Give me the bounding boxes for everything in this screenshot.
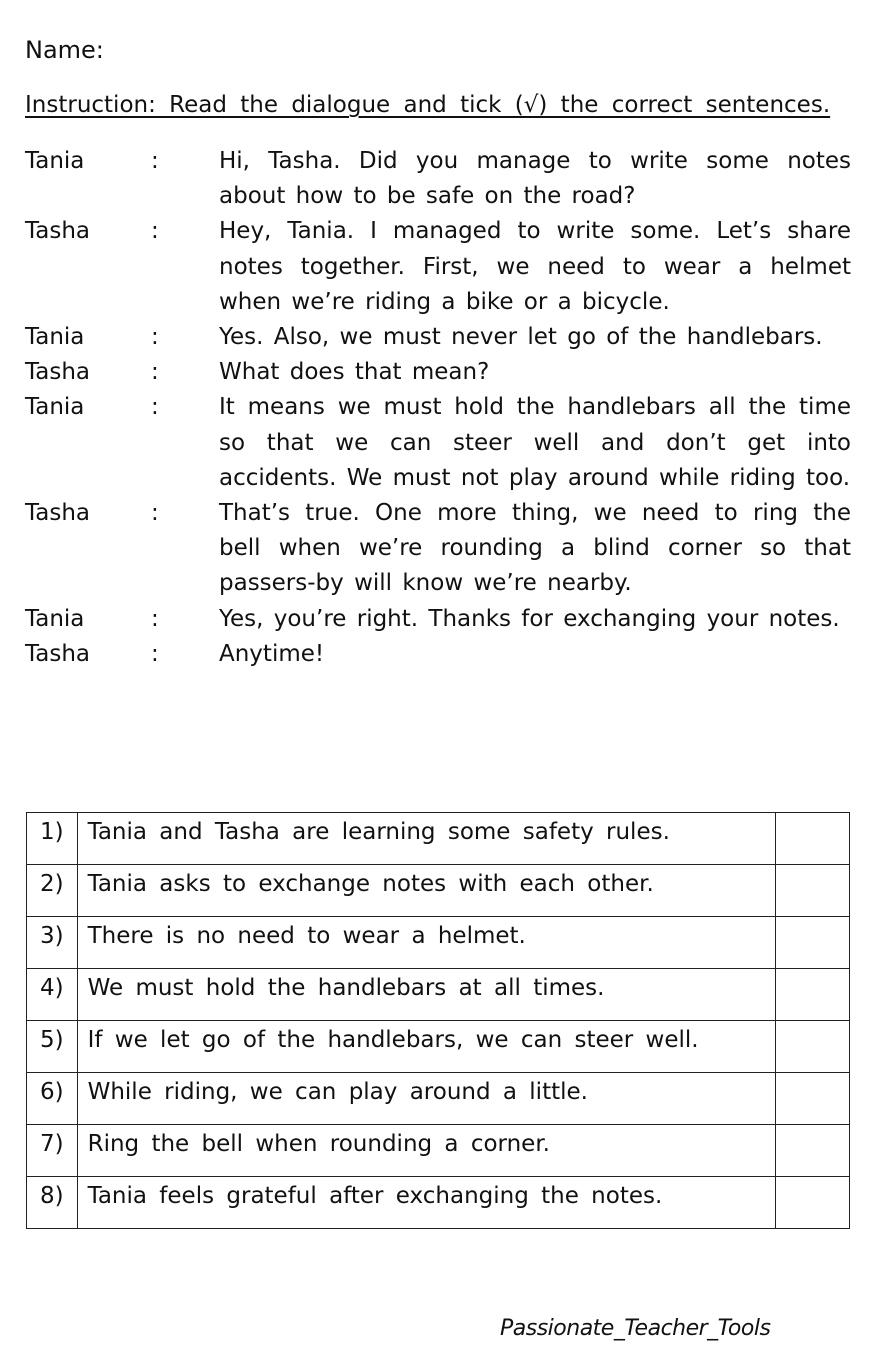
table-row xyxy=(27,969,850,1021)
dialogue-line: It means we must hold the handlebars all the time so that we can steer well and don’t get into accidents. We must not play around while riding too. xyxy=(219,394,851,491)
tick-box[interactable] xyxy=(776,969,850,1021)
statement-text: Ring the bell when rounding a corner. xyxy=(77,1125,776,1177)
table-row xyxy=(27,813,850,865)
colon: : xyxy=(151,640,159,667)
table-row xyxy=(27,865,850,917)
dialogue-turn xyxy=(25,496,851,602)
colon: : xyxy=(151,394,159,421)
instruction-text: Instruction: Read the dialogue and tick (√) the correct sentences. xyxy=(25,92,831,118)
colon: : xyxy=(151,359,159,386)
speaker-name: Tasha xyxy=(25,500,90,527)
dialogue-turn xyxy=(25,602,851,637)
speaker-name: Tania xyxy=(25,148,85,174)
speaker-name: Tasha xyxy=(25,218,90,245)
statements-table xyxy=(26,812,850,1229)
tick-box[interactable] xyxy=(776,1021,850,1073)
statement-text: There is no need to wear a helmet. xyxy=(77,917,776,969)
name-label: Name: xyxy=(25,36,104,64)
dialogue-turn xyxy=(25,320,851,355)
statement-number: 2) xyxy=(27,865,78,917)
table-row xyxy=(27,1177,850,1229)
statement-text: We must hold the handlebars at all times. xyxy=(77,969,776,1021)
colon: : xyxy=(151,500,159,527)
dialogue-turn xyxy=(25,144,851,214)
dialogue-line: That’s true. One more thing, we need to ring the bell when we’re rounding a blind corner so that passers-by will know we’re nearby. xyxy=(219,500,851,597)
speaker-name: Tania xyxy=(25,605,85,632)
speaker-name: Tasha xyxy=(25,640,90,667)
statement-text: Tania feels grateful after exchanging the notes. xyxy=(77,1177,776,1229)
colon: : xyxy=(151,324,159,351)
statement-number: 7) xyxy=(27,1125,78,1177)
dialogue-turn xyxy=(25,355,851,390)
dialogue-line: Anytime! xyxy=(219,640,325,667)
tick-box[interactable] xyxy=(776,1177,850,1229)
statement-text: While riding, we can play around a little. xyxy=(77,1073,776,1125)
tick-box[interactable] xyxy=(776,1125,850,1177)
dialogue xyxy=(25,144,851,672)
dialogue-turn xyxy=(25,390,851,496)
colon: : xyxy=(151,148,159,174)
table-row xyxy=(27,917,850,969)
statement-number: 5) xyxy=(27,1021,78,1073)
tick-box[interactable] xyxy=(776,865,850,917)
table-row xyxy=(27,1073,850,1125)
tick-box[interactable] xyxy=(776,1073,850,1125)
dialogue-line: Yes, you’re right. Thanks for exchanging your notes. xyxy=(219,605,840,632)
colon: : xyxy=(151,605,159,632)
statement-number: 3) xyxy=(27,917,78,969)
tick-box[interactable] xyxy=(776,813,850,865)
statement-text: If we let go of the handlebars, we can steer well. xyxy=(77,1021,776,1073)
statement-number: 6) xyxy=(27,1073,78,1125)
dialogue-line: What does that mean? xyxy=(219,359,490,386)
table-row xyxy=(27,1125,850,1177)
footer-credit: Passionate_Teacher_Tools xyxy=(500,1316,771,1341)
table-row xyxy=(27,1021,850,1073)
colon: : xyxy=(151,218,159,245)
dialogue-line: Hey, Tania. I managed to write some. Let’s share notes together. First, we need to wear a helmet when we’re riding a bike or a bicycle. xyxy=(219,218,851,315)
dialogue-line: Hi, Tasha. Did you manage to write some notes about how to be safe on the road? xyxy=(219,148,851,210)
statement-number: 4) xyxy=(27,969,78,1021)
speaker-name: Tania xyxy=(25,394,85,421)
statement-number: 1) xyxy=(27,813,78,865)
tick-box[interactable] xyxy=(776,917,850,969)
dialogue-line: Yes. Also, we must never let go of the handlebars. xyxy=(219,324,823,351)
dialogue-turn xyxy=(25,637,851,672)
speaker-name: Tasha xyxy=(25,359,90,386)
statement-text: Tania and Tasha are learning some safety rules. xyxy=(77,813,776,865)
dialogue-turn xyxy=(25,214,851,320)
statement-text: Tania asks to exchange notes with each other. xyxy=(77,865,776,917)
statement-number: 8) xyxy=(27,1177,78,1229)
speaker-name: Tania xyxy=(25,324,85,351)
